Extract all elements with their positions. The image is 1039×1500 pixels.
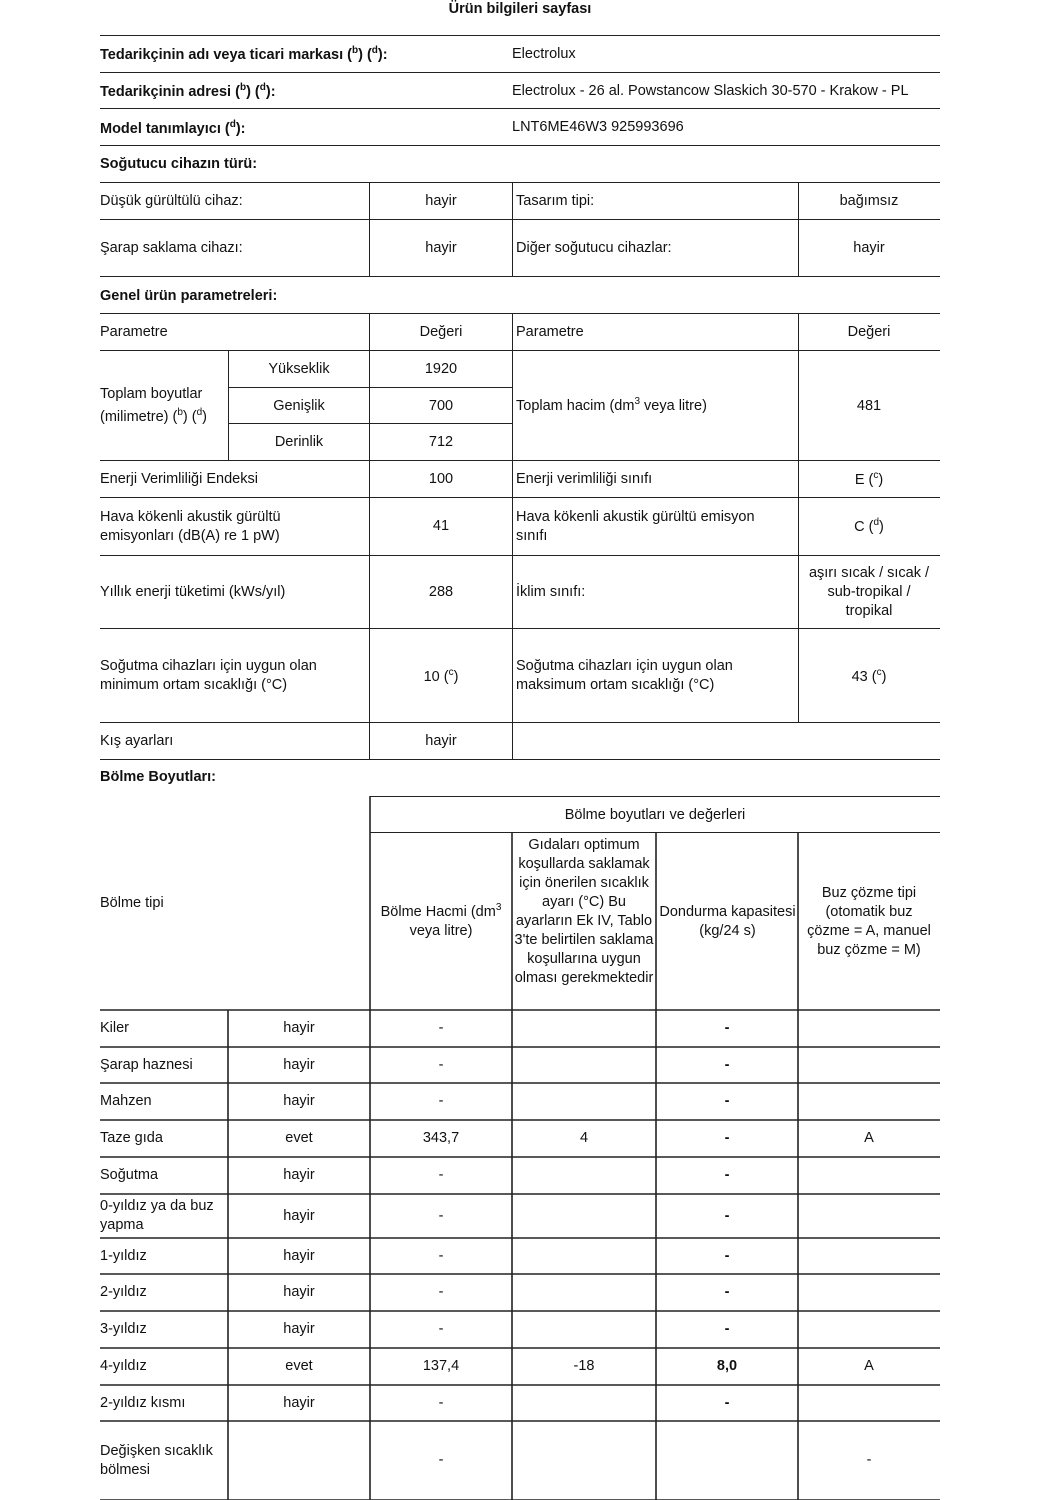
supplier-address-value: Electrolux - 26 al. Powstancow Slaskich 30-570 - Krakow - PL — [512, 83, 909, 99]
design-type-label: Tasarım tipi: — [516, 193, 595, 209]
compartment-cell-present: evet — [285, 1358, 313, 1374]
min-temp-value: 10 ($^c$) — [423, 667, 459, 685]
supplier-name-value: Electrolux — [512, 46, 576, 62]
compartment-cell-freeze: - — [724, 1093, 730, 1109]
rule — [512, 182, 513, 276]
compartment-cell-present: hayir — [283, 1093, 315, 1109]
rule — [228, 387, 512, 388]
wine-storage-value: hayir — [425, 240, 457, 256]
dimensions-label: Toplam boyutlar — [100, 386, 203, 402]
design-type-value: bağımsız — [839, 193, 899, 209]
supplier-address-label: Tedarikçinin adresi ($^b$) ($^d$): — [100, 82, 276, 100]
compartment-cell-volume: - — [438, 1020, 444, 1036]
compartment-cell-volume: - — [438, 1207, 444, 1224]
compartment-cell-freeze: - — [724, 1056, 730, 1073]
compartments-group-header: Bölme boyutları ve değerleri — [564, 807, 746, 823]
climate-class-value-line3: tropikal — [845, 603, 893, 619]
other-appliance-value: hayir — [853, 240, 885, 256]
compartment-cell-name: Taze gıda — [100, 1130, 163, 1146]
model-label: Model tanımlayıcı ($^d$): — [100, 119, 246, 137]
width-label: Genişlik — [273, 398, 325, 414]
rule — [100, 759, 940, 760]
compartment-cell-defrost: - — [866, 1452, 872, 1468]
compartment-cell-present: hayir — [283, 1321, 315, 1337]
compartment-cell-volume: - — [438, 1284, 444, 1300]
noise-value: 41 — [432, 518, 450, 534]
compartment-cell-volume: - — [438, 1093, 444, 1109]
wine-storage-label: Şarap saklama cihazı: — [100, 240, 243, 256]
compartment-cell-present: hayir — [283, 1247, 315, 1264]
climate-class-label: İklim sınıfı: — [516, 584, 586, 600]
freezing-capacity-header: Dondurma kapasitesi (kg/24 s) — [659, 904, 796, 939]
climate-class-value-line1: aşırı sıcak / sıcak / — [808, 565, 930, 581]
noise-label: Hava kökenli akustik gürültü emisyonları (dB(A) re 1 pW) — [100, 509, 281, 544]
low-noise-value: hayir — [425, 193, 457, 209]
compartment-cell-freeze: - — [724, 1207, 730, 1224]
compartment-cell-freeze: - — [724, 1130, 730, 1146]
energy-class-label: Enerji verimliliği sınıfı — [516, 471, 653, 487]
value-header: Değeri — [419, 324, 463, 340]
rule — [100, 460, 940, 461]
total-volume-value: 481 — [856, 398, 882, 414]
model-value: LNT6ME46W3 925993696 — [512, 119, 684, 135]
general-heading: Genel ürün parametreleri: — [100, 288, 278, 304]
compartment-cell-present: hayir — [283, 1207, 315, 1224]
rule — [100, 182, 940, 183]
rule — [370, 832, 940, 833]
compartment-cell-present: hayir — [283, 1056, 315, 1073]
annual-energy-label: Yıllık enerji tüketimi (kWs/yıl) — [100, 584, 286, 600]
rule — [100, 350, 940, 351]
noise-class-label: Hava kökenli akustik gürültü emisyon sınıfı — [516, 509, 755, 544]
rule — [100, 276, 940, 277]
compartment-cell-volume: 137,4 — [422, 1358, 460, 1374]
supplier-name-label: Tedarikçinin adı veya ticari markası ($^b$) ($^d$): — [100, 45, 388, 63]
rule — [100, 145, 940, 146]
winter-setting-label: Kış ayarları — [100, 733, 174, 749]
rule — [369, 313, 370, 759]
compartment-cell-name: 2-yıldız kısmı — [100, 1394, 186, 1411]
compartment-cell-present: hayir — [283, 1394, 315, 1411]
compartment-type-header: Bölme tipi — [100, 895, 164, 911]
compartment-cell-name: Soğutma — [100, 1167, 159, 1183]
compartment-cell-freeze: - — [724, 1020, 730, 1036]
compartment-cell-present: evet — [285, 1130, 313, 1146]
compartment-cell-name: 0-yıldız ya da buz yapma — [100, 1198, 214, 1233]
compartment-cell-freeze: - — [724, 1167, 730, 1183]
compartment-cell-name: 1-yıldız — [100, 1247, 147, 1264]
compartment-cell-freeze: - — [724, 1394, 730, 1411]
rule — [100, 219, 940, 220]
noise-class-value: C ($^d$) — [854, 517, 884, 535]
climate-class-value-line2: sub-tropikal / — [827, 584, 911, 600]
compartment-cell-freeze: - — [724, 1284, 730, 1300]
compartment-cell-present: hayir — [283, 1167, 315, 1183]
compartment-cell-volume: - — [438, 1321, 444, 1337]
compartment-cell-defrost: A — [864, 1358, 874, 1374]
defrost-type-header: Buz çözme tipi (otomatik buz çözme = A, manuel buz çözme = M) — [807, 885, 931, 958]
depth-value: 712 — [428, 434, 454, 450]
compartment-volume-header: Bölme Hacmi ($dm^3$ veya litre) — [380, 902, 502, 939]
height-label: Yükseklik — [268, 361, 330, 377]
eei-label: Enerji Verimliliği Endeksi — [100, 471, 258, 487]
param-header: Parametre — [100, 324, 168, 340]
dimensions-unit-label: (milimetre) ($^b$) ($^d$) — [100, 407, 207, 425]
rule — [100, 72, 940, 73]
compartment-cell-volume: - — [438, 1394, 444, 1411]
min-temp-label: Soğutma cihazları için uygun olan minimum ortam sıcaklığı (°C) — [100, 658, 317, 693]
winter-setting-value: hayir — [425, 733, 457, 749]
rule — [100, 628, 940, 629]
compartment-cell-name: 2-yıldız — [100, 1284, 147, 1300]
width-value: 700 — [428, 398, 454, 414]
compartment-cell-freeze: 8,0 — [716, 1358, 738, 1374]
low-noise-label: Düşük gürültülü cihaz: — [100, 193, 243, 209]
height-value: 1920 — [424, 361, 458, 377]
depth-label: Derinlik — [274, 434, 324, 450]
compartment-cell-freeze: - — [724, 1247, 730, 1264]
rule — [100, 35, 940, 36]
eei-value: 100 — [428, 471, 454, 487]
compartment-cell-present: hayir — [283, 1020, 315, 1036]
compartment-cell-volume: - — [438, 1247, 444, 1264]
rule — [100, 722, 940, 723]
appliance-type-heading: Soğutucu cihazın türü: — [100, 156, 258, 172]
rule — [370, 796, 940, 797]
annual-energy-value: 288 — [428, 584, 454, 600]
compartment-cell-defrost: A — [864, 1130, 874, 1146]
compartment-cell-name: 3-yıldız — [100, 1321, 147, 1337]
recommended-temp-header: Gıdaları optimum koşullarda saklamak için önerilen sıcaklık ayarı (°C) Bu ayarların Ek IV, Tablo 3'te belirtilen saklama koşullarına uygun olması gerekmektedir — [514, 837, 654, 986]
max-temp-label: Soğutma cihazları için uygun olan maksimum ortam sıcaklığı (°C) — [516, 658, 733, 693]
compartment-cell-volume: 343,7 — [422, 1130, 460, 1146]
energy-class-value: E ($^c$) — [854, 470, 884, 488]
compartment-cell-name: Kiler — [100, 1020, 130, 1036]
rule — [100, 555, 940, 556]
total-volume-label: Toplam hacim ($dm^3$ veya litre) — [516, 396, 707, 414]
rule — [100, 108, 940, 109]
rule — [512, 313, 513, 759]
rule — [100, 497, 940, 498]
compartment-cell-present: hayir — [283, 1284, 315, 1300]
compartments-heading: Bölme Boyutları: — [100, 769, 217, 785]
rule — [228, 423, 512, 424]
compartment-cell-freeze: - — [724, 1321, 730, 1337]
compartment-cell-volume: - — [438, 1452, 444, 1468]
compartment-cell-temp: 4 — [579, 1130, 589, 1146]
other-appliance-label: Diğer soğutucu cihazlar: — [516, 240, 672, 256]
max-temp-value: 43 ($^c$) — [851, 667, 887, 685]
compartment-cell-name: Mahzen — [100, 1093, 152, 1109]
compartment-cell-name: Değişken sıcaklık bölmesi — [100, 1442, 213, 1478]
compartment-cell-name: Şarap haznesi — [100, 1056, 193, 1073]
compartment-cell-name: 4-yıldız — [100, 1358, 147, 1374]
page-title: Ürün bilgileri sayfası — [448, 1, 592, 17]
param-header: Parametre — [516, 324, 584, 340]
compartment-cell-volume: - — [438, 1167, 444, 1183]
compartment-cell-temp: -18 — [573, 1358, 595, 1374]
compartment-cell-volume: - — [438, 1056, 444, 1073]
value-header: Değeri — [847, 324, 891, 340]
rule — [100, 313, 940, 314]
